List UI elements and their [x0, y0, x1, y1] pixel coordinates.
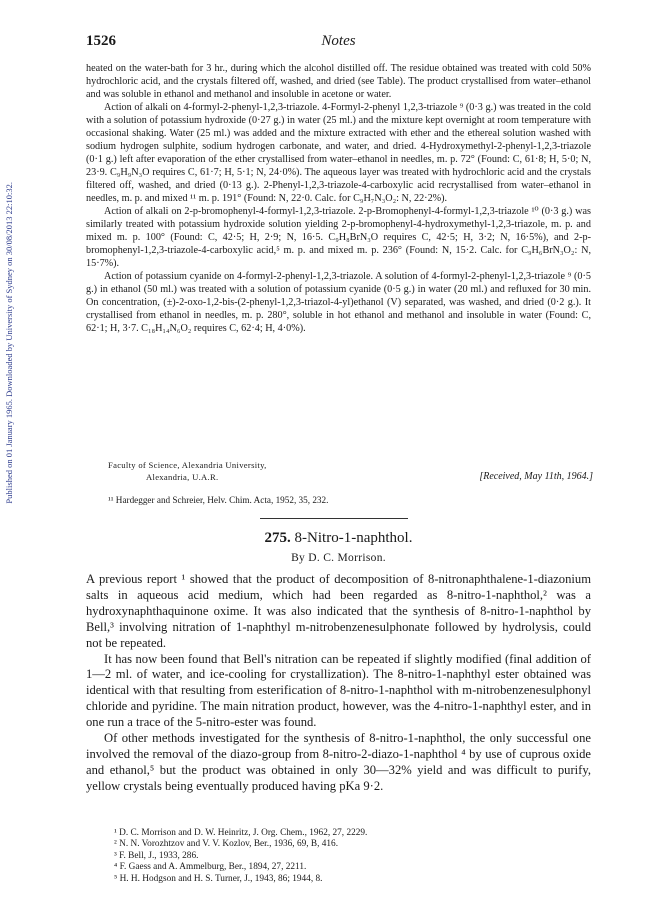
- reference-item: ³ F. Bell, J., 1933, 286.: [114, 850, 199, 861]
- article-body: [86, 572, 591, 795]
- paragraph: Action of potassium cyanide on 4-formyl-2-phenyl-1,2,3-triazole. A solution of 4-formyl-2-phenyl-1,2,3-triazole ⁹ (0·5 g.) in ethanol (50 ml.) was treated with a solution of potassium cyanide (0·5 g.) in water (20 ml.) and refluxed for 30 min. On concentration, (±)-2-oxo-1,2-bis-(2-phenyl-1,2,3-triazol-4-yl)ethanol (V) separated, was washed, and dried (0·2 g.). It crystallised from ethanol in needles, m. p. 280°, soluble in hot ethanol and methanol and insoluble in water (Found: C, 62·1; H, 3·7. C₁₈H₁₄N₆O₂ requires C, 62·4; H, 4·0%).: [86, 271, 591, 334]
- article-number: 275.: [264, 530, 291, 546]
- affiliation-block: [108, 459, 593, 483]
- running-head: Notes: [321, 33, 356, 49]
- references: [114, 828, 367, 885]
- affiliation-line: Alexandria, U.A.R.: [146, 472, 219, 482]
- article-title-text: 8-Nitro-1-naphthol.: [294, 530, 413, 546]
- author-byline: By D. C. Morrison.: [291, 552, 386, 564]
- reference-item: ² N. N. Vorozhtzov and V. V. Kozlov, Ber., 1936, 69, B, 416.: [114, 839, 339, 850]
- page-header: [86, 33, 591, 57]
- previous-article-body: [86, 62, 591, 335]
- paragraph: Action of alkali on 2-p-bromophenyl-4-formyl-1,2,3-triazole. 2-p-Bromophenyl-4-formyl-1,2,3-triazole ¹⁰ (0·3 g.) was similarly treated with potassium hydroxide solution yielding 2-p-bromophenyl-4-hydroxymethyl-1,2,3-triazole, m. p. and mixed m. p. 100° (Found: C, 42·5; H, 2·9; N, 16·5. C₉H₈BrN₃O requires C, 42·5; H, 3·2; N, 16·5%), and 2-p-bromophenyl-1,2,3-triazole-4-carboxylic acid,⁵ m. p. and mixed m. p. 236° (Found: N, 15·2. Calc. for C₉H₆BrN₃O₂: N, 15·7%).: [86, 206, 591, 269]
- reference-item: ⁴ F. Gaess and A. Ammelburg, Ber., 1894, 27, 2211.: [114, 862, 307, 873]
- paragraph: Action of alkali on 4-formyl-2-phenyl-1,2,3-triazole. 4-Formyl-2-phenyl 1,2,3-triazole ⁹ (0·3 g.) was treated in the cold with a solution of potassium hydroxide (0·27 g.) in water (25 ml.) and the mixture kept overnight at room temperature with occasional shaking. Water (25 ml.) was added and the mixture extracted with ether and the ethereal solution washed with sodium hydrogen sulphite, sodium hydrogen carbonate, and water, and dried. 4-Hydroxymethyl-2-phenyl-1,2,3-triazole (0·1 g.) left after evaporation of the ether crystallised from water–ethanol in needles, m. p. 72° (Found: C, 61·8; H, 5·0; N, 23·9. C₉H₉N₃O requires C, 61·7; H, 5·1; N, 24·0%). The aqueous layer was treated with hydrochloric acid and the crystals filtered off, washed, and dried (0·13 g.). 2-Phenyl-1,2,3-triazole-4-carboxylic acid recrystallised from water–ethanol in needles, m. p. and mixed ¹¹ m. p. 191° (Found: N, 22·0. Calc. for C₉H₇N₃O₂: N, 22·2%).: [86, 102, 591, 204]
- footnote: ¹¹ Hardegger and Schreier, Helv. Chim. Acta, 1952, 35, 232.: [108, 495, 329, 505]
- received-date: [Received, May 11th, 1964.]: [479, 471, 593, 482]
- page-number: 1526: [86, 33, 116, 49]
- download-notice: Published on 01 January 1965. Downloaded by University of Sydney on 30/08/2013 22:10:32.: [4, 182, 14, 504]
- reference-item: ¹ D. C. Morrison and D. W. Heinritz, J. Org. Chem., 1962, 27, 2229.: [114, 828, 368, 838]
- paragraph: It has now been found that Bell's nitration can be repeated if slightly modified (final addition of 1—2 ml. of water, and ice-cooling for crystallization). The 8-nitro-1-naphthyl ester obtained was identical with that resulting from esterification of 8-nitro-1-naphthol with m-nitrobenzenesulphonyl chloride and pyridine. The main nitration product, however, was the 4-nitro-1-naphthyl ester, and in one run a trace of the 5-nitro-ester was found.: [86, 651, 591, 730]
- paragraph: A previous report ¹ showed that the product of decomposition of 8-nitronaphthalene-1-diazonium salts in aqueous acid medium, which had been regarded as 8-nitro-1-naphthol,² was a hydroxynaphthaquinone oxime. It was also indicated that the synthesis of 8-nitro-1-naphthol by Bell,³ involving nitration of 1-naphthyl m-nitrobenzenesulphonate followed by hydrolysis, could not be repeated.: [86, 572, 591, 650]
- paragraph: heated on the water-bath for 3 hr., during which the alcohol distilled off. The residue obtained was treated with cold 50% hydrochloric acid, and the crystals filtered off, washed, and dried (see Table). The product crystallised from water–ethanol and was soluble in ethanol and methanol and insoluble in acetone or water.: [86, 63, 591, 100]
- section-divider: [260, 518, 408, 519]
- paragraph: Of other methods investigated for the synthesis of 8-nitro-1-naphthol, the only successful one involved the removal of the diazo-group from 8-nitro-2-diazo-1-naphthol ⁴ by use of cuprous oxide and ethanol,⁵ but the product was obtained in only 30—32% yield and was difficult to purify, yellow crystals being eventually produced having pKa 9·2.: [86, 731, 591, 793]
- article-title: [86, 530, 591, 547]
- reference-item: ⁵ H. H. Hodgson and H. S. Turner, J., 1943, 86; 1944, 8.: [114, 873, 323, 884]
- affiliation-line: Faculty of Science, Alexandria University,: [108, 460, 267, 470]
